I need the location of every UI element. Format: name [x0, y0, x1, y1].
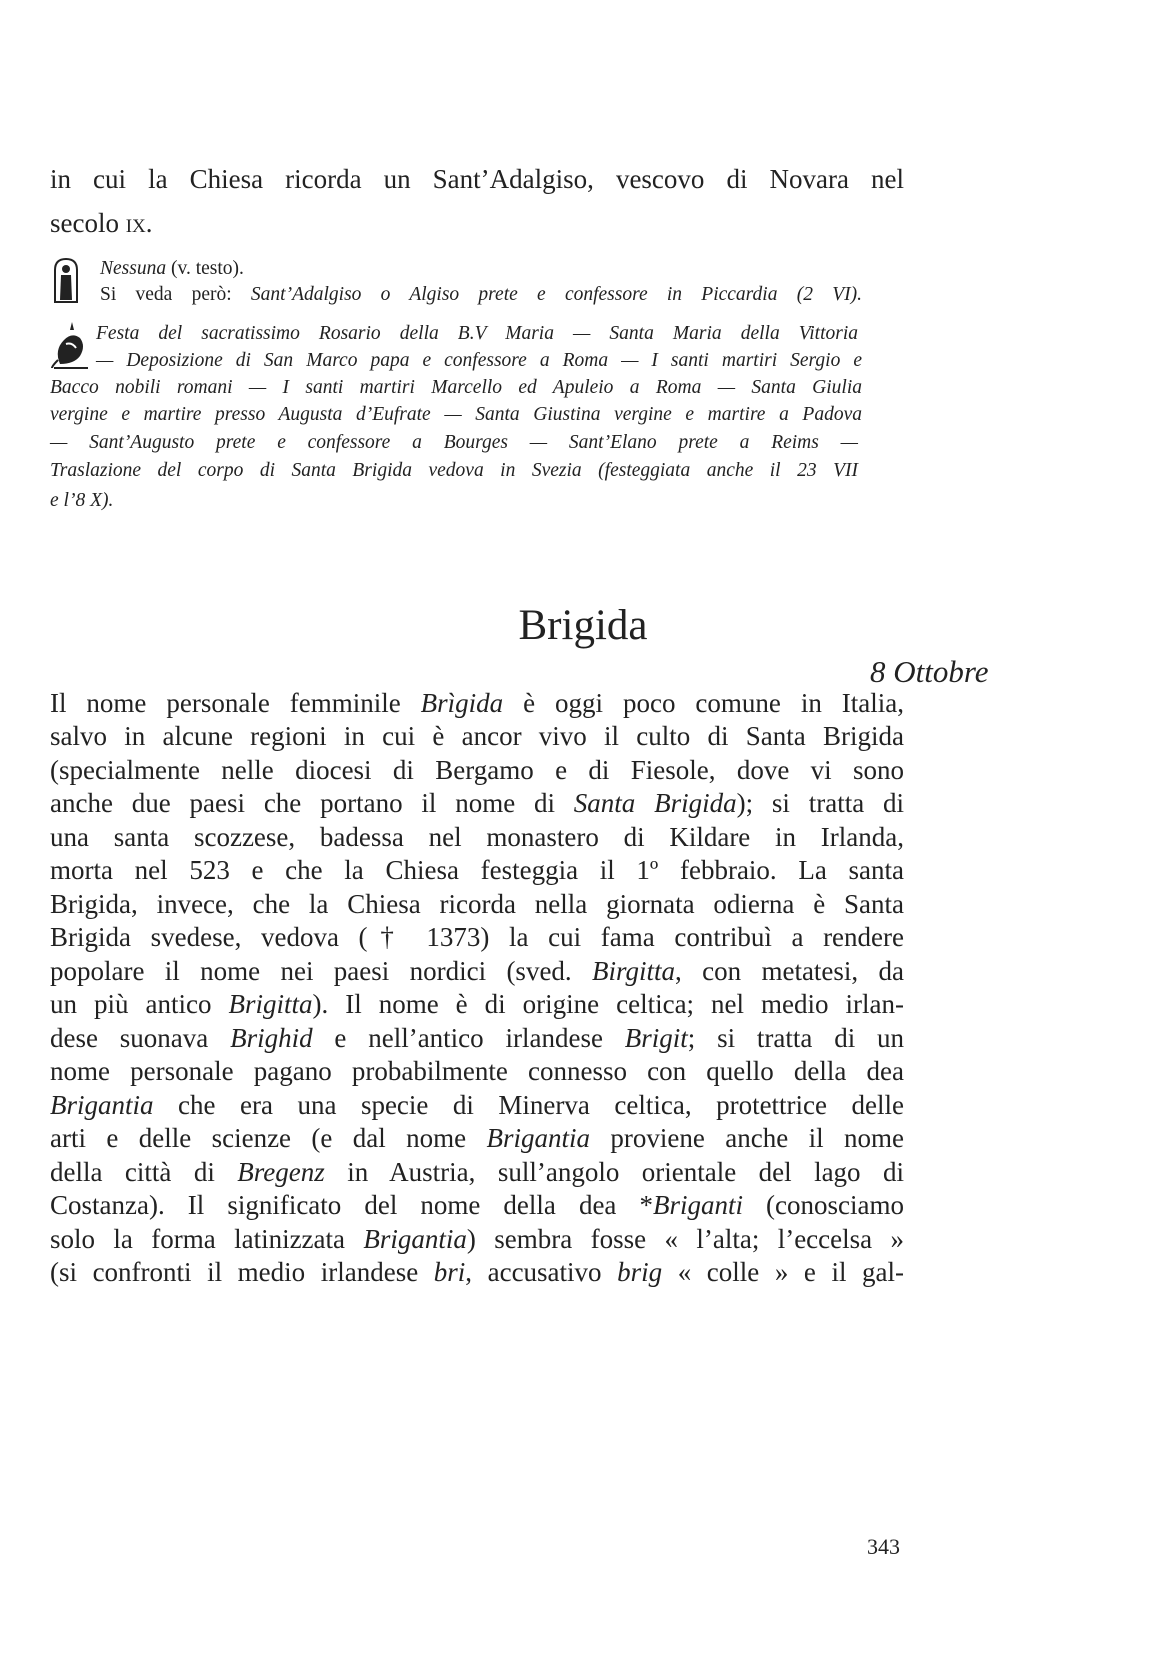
body-text: ; si tratta di un: [687, 1023, 905, 1053]
body-text: e nell’antico irlandese: [312, 1023, 625, 1053]
body-line-10: [50, 989, 904, 1020]
feast-line-4: vergine e martire presso Augusta d’Eufrate — Santa Giustina vergine e martire a Padova: [50, 404, 862, 425]
body-line-1: [50, 688, 904, 719]
intro-line-2: [50, 208, 153, 239]
body-italic-term: Bregenz: [237, 1157, 325, 1187]
note-none-line-1: [100, 258, 244, 280]
body-text: proviene anche il nome: [590, 1123, 904, 1153]
body-text: arti e delle scienze (e dal nome: [50, 1123, 487, 1153]
body-line-7: Brigida, invece, che la Chiesa ricorda nella giornata odierna è Santa: [50, 889, 904, 919]
body-line-15: [50, 1157, 904, 1188]
body-text: popolare il nome nei paesi nordici (sved.: [50, 956, 593, 986]
feast-line-7: e l’8 X).: [50, 490, 114, 511]
body-line-9: [50, 956, 904, 987]
body-text: è oggi poco comune in Italia,: [503, 688, 904, 718]
body-italic-term: Santa Brigida: [573, 788, 737, 818]
entry-date: 8 Ottobre: [870, 654, 989, 689]
body-italic-term: Brìgida: [420, 688, 504, 718]
note-none-line-2: [100, 284, 862, 306]
body-italic-term: Brigitta: [228, 989, 313, 1019]
body-line-16: [50, 1190, 904, 1221]
body-text: , accusativo: [465, 1257, 618, 1287]
body-line-4: [50, 788, 904, 819]
body-line-3: (specialmente nelle diocesi di Bergamo e di Fiesole, dove vi sono: [50, 755, 904, 785]
body-text: (si confronti il medio irlandese: [50, 1257, 434, 1287]
body-italic-term: Brighid: [230, 1023, 313, 1053]
intro-line-1: in cui la Chiesa ricorda un Sant’Adalgiso, vescovo di Novara nel: [50, 164, 904, 194]
note-none-italic: Nessuna: [100, 258, 167, 279]
body-italic-term: Birgitta: [592, 956, 676, 986]
body-text: (conosciamo: [742, 1190, 904, 1220]
body-line-6: morta nel 523 e che la Chiesa festeggia il 1º febbraio. La santa: [50, 855, 904, 885]
body-text: ). Il nome è di origine celtica; nel medio irlan-: [312, 989, 904, 1019]
body-text: « colle » e il gal-: [662, 1257, 904, 1287]
feast-line-5: — Sant’Augusto prete e confessore a Bourges — Sant’Elano prete a Reims —: [50, 432, 858, 453]
body-text: anche due paesi che portano il nome di: [50, 788, 574, 818]
body-line-14: [50, 1123, 904, 1154]
saint-figure-icon: [52, 256, 80, 304]
intro-line-2-text: secolo: [50, 208, 126, 238]
note-none-line-2-lead: Si veda però:: [100, 284, 251, 305]
body-text: dese suonava: [50, 1023, 231, 1053]
feast-line-6: Traslazione del corpo di Santa Brigida vedova in Svezia (festeggiata anche il 23 VII: [50, 460, 858, 481]
body-text: un più antico: [50, 989, 229, 1019]
body-line-11: [50, 1023, 904, 1054]
body-text: ) sembra fosse « l’alta; l’eccelsa »: [466, 1224, 904, 1254]
note-none-rest: (v. testo).: [166, 258, 244, 279]
body-italic-term: bri: [433, 1257, 466, 1287]
body-line-17: [50, 1224, 904, 1255]
feast-line-2: — Deposizione di San Marco papa e confessore a Roma — I santi martiri Sergio e: [96, 350, 862, 371]
body-line-13: [50, 1090, 904, 1121]
entry-title: Brigida: [518, 602, 648, 649]
body-italic-term: brig: [617, 1257, 663, 1287]
body-italic-term: Brigit: [624, 1023, 688, 1053]
body-line-12: nome personale pagano probabilmente connesso con quello della dea: [50, 1056, 904, 1086]
body-italic-term: Brigantia: [486, 1123, 591, 1153]
intro-century: ix.: [125, 208, 153, 238]
body-line-5: una santa scozzese, badessa nel monastero di Kildare in Irlanda,: [50, 822, 904, 852]
body-text: in Austria, sull’angolo orientale del lago di: [324, 1157, 905, 1187]
body-text: che era una specie di Minerva celtica, protettrice delle: [153, 1090, 904, 1120]
body-text: ); si tratta di: [736, 788, 904, 818]
body-text: della città di: [50, 1157, 238, 1187]
body-italic-term: Briganti: [652, 1190, 743, 1220]
body-italic-term: Brigantia: [50, 1090, 154, 1120]
feast-line-1: Festa del sacratissimo Rosario della B.V Maria — Santa Maria della Vittoria: [96, 323, 858, 344]
page-number: 343: [867, 1534, 900, 1559]
body-text: , con metatesi, da: [675, 956, 905, 986]
body-line-8: Brigida svedese, vedova († 1373) la cui fama contribuì a rendere: [50, 922, 904, 952]
body-italic-term: Brigantia: [363, 1224, 467, 1254]
body-line-2: salvo in alcune regioni in cui è ancor vivo il culto di Santa Brigida: [50, 721, 904, 751]
eagle-icon: [50, 320, 92, 370]
note-none-line-2-saint: Sant’Adalgiso o Algiso prete e confessore in Piccardia (2 VI).: [250, 284, 863, 305]
body-text: solo la forma latinizzata: [50, 1224, 364, 1254]
feast-line-3: Bacco nobili romani — I santi martiri Marcello ed Apuleio a Roma — Santa Giulia: [50, 377, 862, 398]
body-text: Il nome personale femminile: [50, 688, 421, 718]
body-text: Costanza). Il significato del nome della dea *: [50, 1190, 653, 1220]
body-line-18: [50, 1257, 904, 1288]
